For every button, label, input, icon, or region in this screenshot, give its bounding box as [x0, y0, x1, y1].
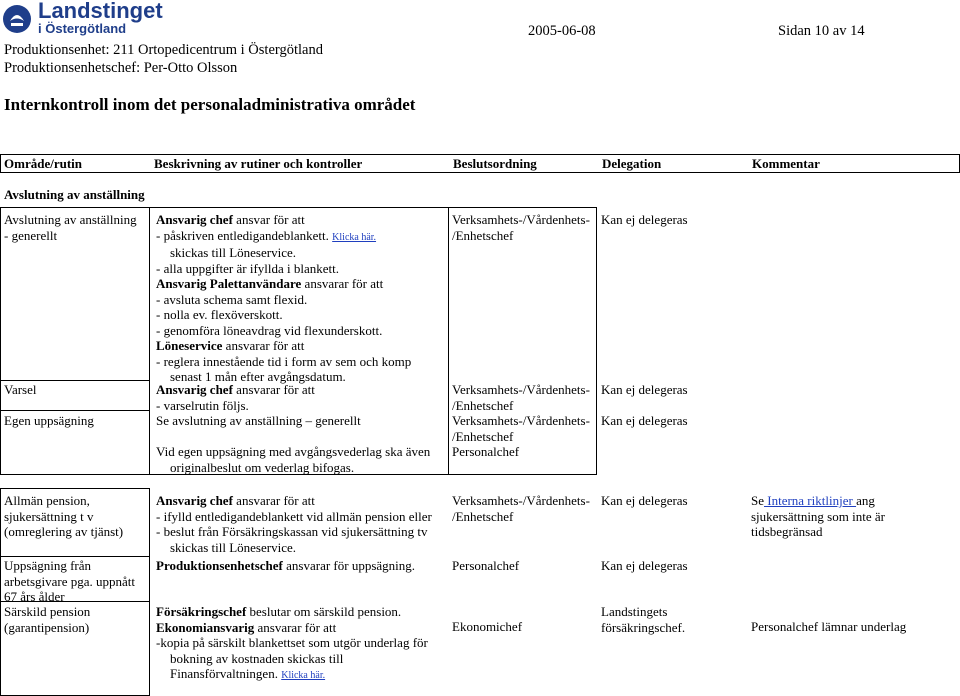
desc-text: - varselrutin följs. [156, 397, 249, 413]
area-label: Allmän pension, [4, 493, 90, 508]
col-description: Beskrivning av rutiner och kontroller [154, 156, 363, 171]
decision-cell: Personalchef [452, 558, 520, 573]
divider [1, 556, 149, 557]
decision-text: Verksamhets-/Vårdenhets- [452, 413, 590, 428]
area-label: - generellt [4, 227, 58, 243]
role-label: Ansvarig Palettanvändare [156, 276, 302, 291]
decision-text: /Enhetschef [452, 227, 514, 243]
desc-text: - påskriven entledigandeblankett. [156, 227, 333, 243]
role-label: Ansvarig chef [156, 493, 233, 508]
desc-text: ansvarar för att [301, 276, 384, 291]
area-label: (omreglering av tjänst) [4, 524, 124, 539]
desc-text: skickas till Löneservice. [170, 539, 296, 555]
decision-text: /Enhetschef [452, 428, 514, 444]
desc-text: ansvarar för att [254, 619, 337, 635]
role-label: Ekonomiansvarig [156, 619, 255, 635]
table-row [4, 212, 137, 243]
area-label: Egen uppsägning [4, 413, 94, 428]
table-row [4, 493, 123, 540]
guidelines-link[interactable]: Interna riktlinjer [764, 493, 857, 508]
desc-text: skickas till Löneservice. [170, 245, 296, 260]
desc-text: Finansförvaltningen. [170, 666, 282, 681]
desc-text: ansvar för att [232, 212, 305, 227]
decision-text: /Enhetschef [452, 397, 514, 413]
area-label: arbetsgivare pga. uppnått [4, 573, 136, 589]
decision-text: Verksamhets-/Vårdenhets- [452, 382, 590, 397]
decision-cell: Ekonomichef [452, 619, 523, 634]
role-label: Ansvarig chef [156, 382, 233, 397]
section-heading: Avslutning av anställning [4, 187, 145, 202]
page-title: Internkontroll inom det personaladministrativa området [4, 95, 416, 114]
column-header-row [0, 154, 960, 173]
form-link[interactable]: Klicka här. [332, 231, 377, 243]
delegation-cell: Kan ej delegeras [601, 212, 688, 227]
col-comment: Kommentar [752, 156, 820, 171]
area-label: Uppsägning från [4, 558, 92, 573]
decision-cell [452, 382, 590, 413]
decision-cell [452, 212, 590, 243]
col-decision: Beslutsordning [453, 156, 537, 171]
col-delegation: Delegation [602, 156, 662, 171]
desc-text: beslutar om särskild pension. [246, 604, 402, 619]
description-cell [156, 493, 432, 555]
desc-text: Vid egen uppsägning med avgångsvederlag ska även [156, 444, 431, 459]
desc-text: originalbeslut om vederlag bifogas. [170, 459, 355, 475]
desc-text: - alla uppgifter är ifyllda i blankett. [156, 260, 340, 276]
desc-text: - genomföra löneavdrag vid flexunderskott. [156, 322, 383, 338]
description-cell [156, 604, 428, 684]
area-label: 67 års ålder [4, 589, 65, 604]
divider [448, 208, 449, 474]
comment-text: sjukersättning som inte är [751, 508, 885, 524]
desc-text: -kopia på särskilt blankettset som utgör underlag för [156, 635, 428, 650]
area-label: Avslutning av anställning [4, 212, 137, 227]
brand-name: Landstinget [38, 0, 163, 23]
brand-sub: i Östergötland [38, 21, 127, 36]
decision-text: Verksamhets-/Vårdenhets- [452, 493, 590, 508]
county-emblem-icon [2, 4, 32, 34]
landstinget-logo [2, 0, 163, 38]
decision-cell [452, 493, 590, 524]
desc-text: - nolla ev. flexöverskott. [156, 307, 283, 322]
document-date: 2005-06-08 [528, 23, 596, 39]
desc-text: bokning av kostnaden skickas till [170, 650, 344, 666]
description-cell [156, 413, 430, 475]
delegation-cell: Kan ej delegeras [601, 413, 688, 428]
production-unit-manager: Produktionsenhetschef: Per-Otto Olsson [4, 60, 238, 76]
desc-text: ansvarar för att [232, 493, 315, 508]
comment-text: Se [751, 493, 764, 508]
role-label: Produktionsenhetschef [156, 558, 283, 573]
delegation-cell [601, 604, 685, 635]
delegation-text: Landstingets [601, 604, 668, 619]
desc-text: Se avslutning av anställning – generellt [156, 413, 361, 428]
area-label: Särskild pension [4, 604, 91, 619]
description-cell [156, 382, 315, 413]
area-label: sjukersättning t v [4, 508, 94, 524]
desc-text: - reglera innestående tid i form av sem och komp [156, 353, 412, 369]
desc-text: ansvarar för att [232, 382, 315, 397]
decision-text: Personalchef [452, 444, 520, 459]
delegation-cell: Kan ej delegeras [601, 493, 688, 508]
delegation-cell: Kan ej delegeras [601, 558, 688, 573]
decision-text: Verksamhets-/Vårdenhets- [452, 212, 590, 227]
comment-cell: Personalchef lämnar underlag [751, 619, 907, 634]
area-label: Varsel [4, 382, 37, 397]
role-label: Ansvarig chef [156, 212, 233, 227]
role-label: Löneservice [156, 338, 223, 353]
desc-text: ansvarar för uppsägning. [282, 558, 416, 573]
description-cell [156, 212, 411, 385]
description-cell [156, 558, 415, 574]
decision-cell [452, 413, 590, 460]
form-link[interactable]: Klicka här. [281, 670, 326, 681]
production-unit: Produktionsenhet: 211 Ortopedicentrum i Östergötland [4, 42, 323, 58]
desc-text: - ifylld entledigandeblankett vid allmän pension eller [156, 508, 432, 524]
desc-text: - beslut från Försäkringskassan vid sjukersättning tv [156, 524, 428, 539]
delegation-cell: Kan ej delegeras [601, 382, 688, 397]
desc-text: - avsluta schema samt flexid. [156, 291, 308, 307]
divider [1, 380, 149, 381]
comment-cell [751, 493, 885, 540]
comment-text: ang [856, 493, 875, 508]
divider [1, 410, 149, 411]
table-row [4, 604, 90, 635]
desc-text: ansvarar för att [222, 338, 305, 353]
table-row [4, 558, 135, 605]
role-label: Försäkringschef [156, 604, 247, 619]
delegation-text: försäkringschef. [601, 619, 686, 635]
area-label: (garantipension) [4, 619, 90, 635]
page-number: Sidan 10 av 14 [778, 23, 865, 39]
desc-text: senast 1 mån efter avgångsdatum. [170, 369, 346, 384]
col-area: Område/rutin [4, 156, 82, 171]
comment-text: tidsbegränsad [751, 524, 823, 539]
divider [149, 208, 150, 474]
decision-text: /Enhetschef [452, 508, 514, 524]
